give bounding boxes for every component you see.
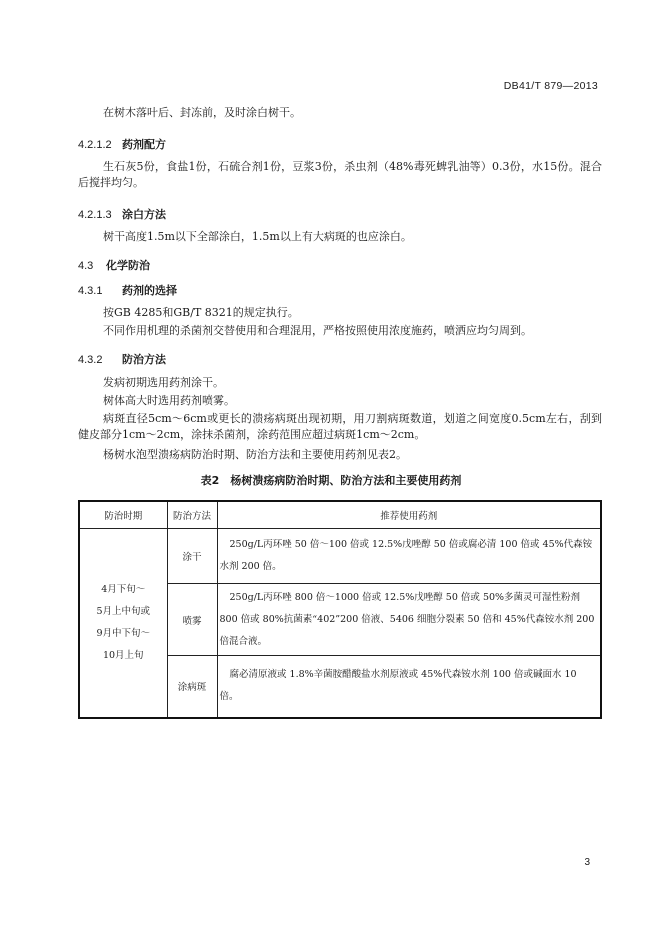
header-period: 防治时期 xyxy=(79,501,167,529)
period-line: 10月上旬 xyxy=(102,649,144,661)
standard-code-header: DB41/T 879—2013 xyxy=(503,80,598,92)
section-title: 防治方法 xyxy=(122,353,166,366)
section-number: 4.3 xyxy=(78,260,94,272)
paragraph-early-stage: 发病初期选用药剂涂干。 xyxy=(103,376,224,389)
recommendation-cell xyxy=(217,656,601,718)
header-method: 防治方法 xyxy=(167,501,217,529)
recommendation-text: 250g/L丙环唑 50 倍～100 倍或 12.5%戊唑醇 50 倍或腐必清 100 倍或 45%代森铵水剂 200 倍。 xyxy=(219,539,593,572)
page-number: 3 xyxy=(584,857,590,868)
paragraph-standards: 按GB 4285和GB/T 8321的规定执行。 xyxy=(103,306,299,319)
method-cell: 喷雾 xyxy=(167,584,217,656)
period-line: 5月上中旬或 xyxy=(96,605,151,617)
paragraph-alternation: 不同作用机理的杀菌剂交替使用和合理混用，严格按照使用浓度施药，喷洒应均匀周到。 xyxy=(103,324,532,337)
section-heading-4-3-1 xyxy=(78,282,177,298)
paragraph-lesion-treatment: 病斑直径5cm～6cm或更长的溃疡病斑出现初期，用刀割病斑数道，划道之间宽度0.5cm左右，刮到健皮部分1cm～2cm，涂抹杀菌剂，涂药范围应超过病斑1cm～2cm。 xyxy=(78,412,602,441)
recommendation-text: 腐必清原液或 1.8%辛菌胺醋酸盐水剂原液或 45%代森铵水剂 100 倍或碱面水 10 倍。 xyxy=(219,669,577,703)
paragraph-whitewash-method: 树干高度1.5m以下全部涂白，1.5m以上有大病斑的也应涂白。 xyxy=(103,230,412,243)
paragraph-table-reference: 杨树水泡型溃疡病防治时期、防治方法和主要使用药剂见表2。 xyxy=(103,448,407,461)
period-line: 4月下旬～ xyxy=(101,583,146,595)
section-number: 4.2.1.3 xyxy=(78,209,112,221)
header-recommended-agents: 推荐使用药剂 xyxy=(217,501,601,529)
period-line: 9月中下旬～ xyxy=(96,627,151,639)
paragraph-formula: 生石灰5份，食盐1份，石硫合剂1份，豆浆3份，杀虫剂（48%毒死蜱乳油等）0.3份，水15份。混合后搅拌均匀。 xyxy=(78,160,602,189)
section-heading-4-2-1-3 xyxy=(78,206,166,222)
control-methods-table xyxy=(78,500,602,719)
table-row xyxy=(79,529,601,584)
recommendation-text: 250g/L丙环唑 800 倍～1000 倍或 12.5%戊唑醇 50 倍或 50%多菌灵可湿性粉剂 800 倍或 80%抗菌素“402”200 倍液、5406 细胞分裂素 50 倍和 45%代森铵水剂 200 倍混合液。 xyxy=(219,591,595,647)
section-title: 药剂的选择 xyxy=(122,284,177,297)
method-cell: 涂干 xyxy=(167,529,217,584)
section-number: 4.3.1 xyxy=(78,285,103,297)
section-number: 4.2.1.2 xyxy=(78,139,112,151)
section-heading-4-2-1-2 xyxy=(78,136,166,152)
section-title: 药剂配方 xyxy=(122,138,166,151)
table-caption: 表2 杨树溃疡病防治时期、防治方法和主要使用药剂 xyxy=(200,474,462,487)
section-number: 4.3.2 xyxy=(78,354,103,366)
recommendation-cell xyxy=(217,529,601,584)
paragraph-tall-trees: 树体高大时选用药剂喷雾。 xyxy=(103,394,235,407)
section-heading-4-3 xyxy=(78,257,150,273)
section-heading-4-3-2 xyxy=(78,351,166,367)
section-title: 涂白方法 xyxy=(122,208,166,221)
section-title: 化学防治 xyxy=(106,259,150,272)
paragraph-whitewash-timing: 在树木落叶后、封冻前，及时涂白树干。 xyxy=(103,106,301,119)
table-header-row xyxy=(79,501,601,529)
recommendation-cell xyxy=(217,584,601,656)
method-cell: 涂病斑 xyxy=(167,656,217,718)
period-cell xyxy=(79,529,167,718)
